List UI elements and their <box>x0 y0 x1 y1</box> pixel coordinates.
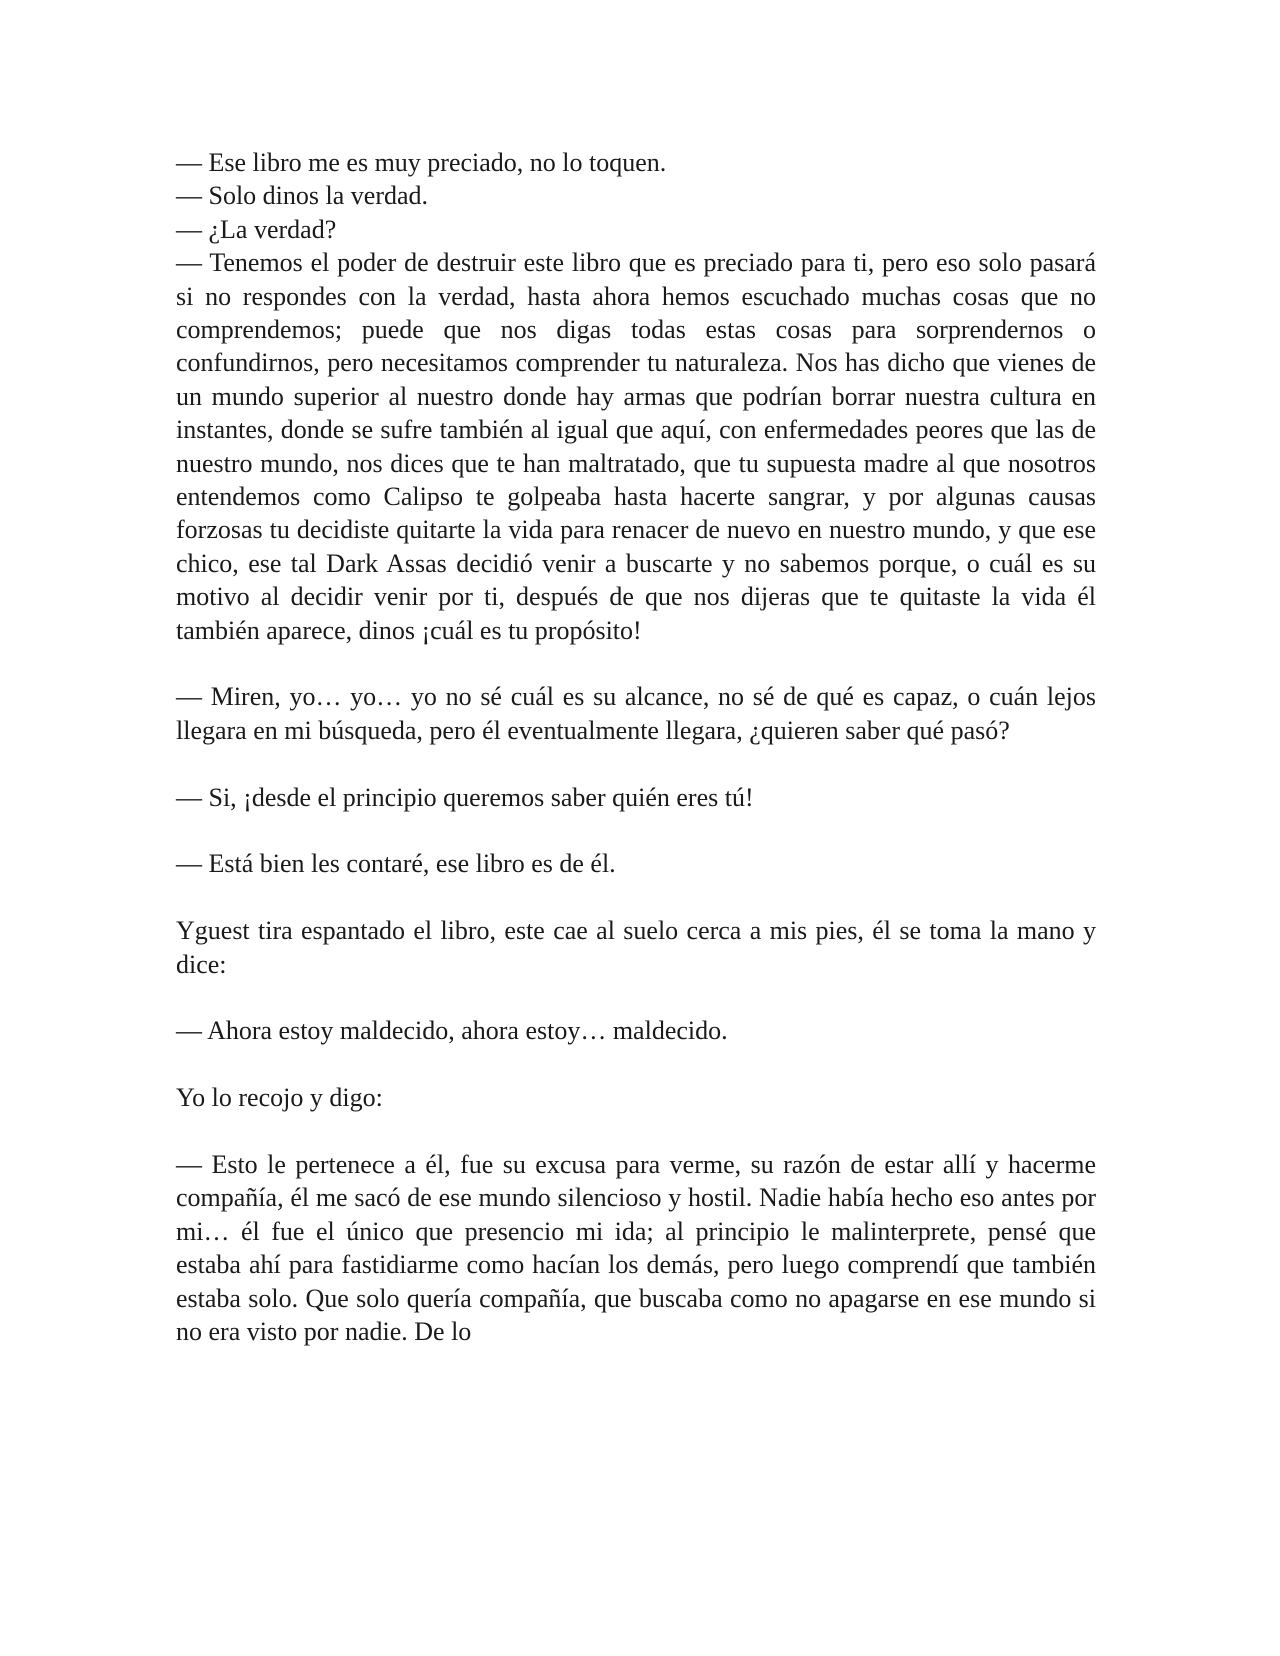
dialogue-line-1: — Ese libro me es muy preciado, no lo toquen. <box>176 148 667 177</box>
paragraph-cursed: — Ahora estoy maldecido, ahora estoy… maldecido. <box>176 1016 728 1046</box>
dialogue-line-2: — Solo dinos la verdad. <box>176 181 429 211</box>
paragraph-demand: — Si, ¡desde el principio queremos saber quién eres tú! <box>176 782 754 812</box>
document-page <box>176 146 1096 1349</box>
paragraph-narration-pickup: Yo lo recojo y digo: <box>176 1083 383 1113</box>
paragraph-confession: — Está bien les contaré, ese libro es de él. <box>176 849 616 879</box>
dialogue-line-3: — ¿La verdad? <box>176 214 337 244</box>
paragraph-accusation: — Tenemos el poder de destruir este libro que es preciado para ti, pero eso solo pasará si no respondes con la verdad, hasta ahora hemos escuchado muchas cosas que no comprendemos; puede que nos digas todas estas cosas para sorprendernos o confundirnos, pero necesitamos comprender tu naturaleza. Nos has dicho que vienes de un mundo superior al nuestro donde hay armas que podrían borrar nuestra cultura en instantes, donde se sufre también al igual que aquí, con enfermedades peores que las de nuestro mundo, nos dices que te han maltratado, que tu supuesta madre al que nosotros entendemos como Calipso te golpeaba hasta hacerte sangrar, y por algunas causas forzosas tu decidiste quitarte la vida para renacer de nuevo en nuestro mundo, y que ese chico, ese tal Dark Assas decidió venir a buscarte y no sabemos porque, o cuál es su motivo al decidir venir por ti, después de que nos dijeras que te quitaste la vida él también aparece, dinos ¡cuál es tu propósito! <box>176 248 1096 645</box>
paragraph-narration-yguest: Yguest tira espantado el libro, este cae al suelo cerca a mis pies, él se toma la mano y dice: <box>176 916 1096 979</box>
paragraph-explanation: — Esto le pertenece a él, fue su excusa para verme, su razón de estar allí y hacerme compañía, él me sacó de ese mundo silencioso y hostil. Nadie había hecho eso antes por mi… él fue el único que presencio mi ida; al principio le malinterprete, pensé que estaba ahí para fastidiarme como hacían los demás, pero luego comprendí que también estaba solo. Que solo quería compañía, que buscaba como no apagarse en ese mundo si no era visto por nadie. De lo <box>176 1150 1096 1347</box>
paragraph-reply: — Miren, yo… yo… yo no sé cuál es su alcance, no sé de qué es capaz, o cuán lejos llegara en mi búsqueda, pero él eventualmente llegara, ¿quieren saber qué pasó? <box>176 682 1096 745</box>
